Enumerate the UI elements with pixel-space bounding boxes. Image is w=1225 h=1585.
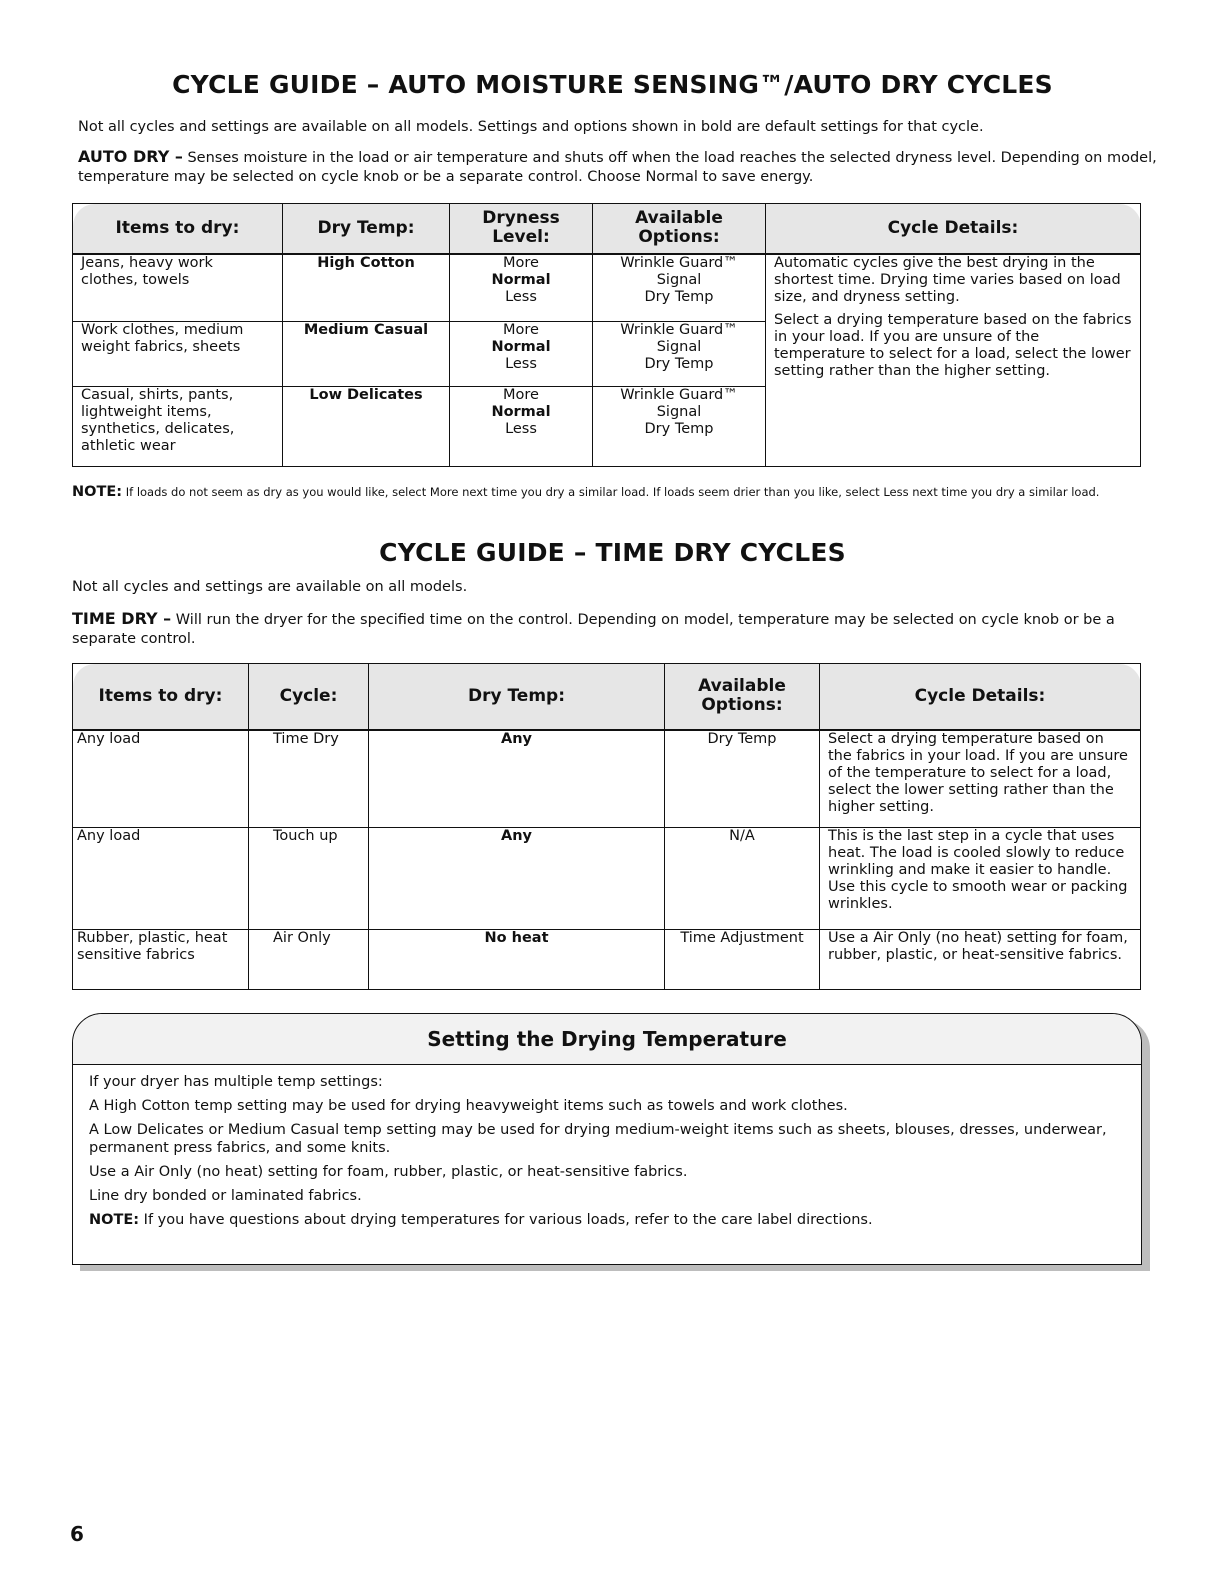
auto-cycle-table xyxy=(72,203,1141,467)
time-row-options: Dry Temp xyxy=(665,730,820,828)
level-normal: Normal xyxy=(491,271,551,288)
temp-line: Line dry bonded or laminated fabrics. xyxy=(89,1188,362,1204)
option-dry-temp: Dry Temp xyxy=(644,421,714,437)
auto-row-options xyxy=(593,254,766,322)
level-normal: Normal xyxy=(491,404,551,420)
auto-row-levels xyxy=(450,387,593,467)
table-row xyxy=(73,828,1141,930)
auto-note xyxy=(72,483,1142,501)
auto-dry-text: Senses moisture in the load or air temperature and shuts off when the load reaches the selected dryness level. Depending on model, temperature may be selected on cycle knob or be a separate control. Choose Normal to save energy. xyxy=(78,150,1157,185)
time-header-items: Items to dry: xyxy=(73,664,249,730)
auto-header-items: Items to dry: xyxy=(73,204,283,254)
time-row-cycle: Time Dry xyxy=(249,730,369,828)
time-cycle-table xyxy=(72,663,1141,990)
time-row-items: Rubber, plastic, heat sensitive fabrics xyxy=(73,930,249,990)
auto-details-2: Select a drying temperature based on the fabrics in your load. If you are unsure of the temperature to select for a load, select the lower setting rather than the higher setting. xyxy=(774,311,1132,379)
time-row-temp: Any xyxy=(369,730,665,828)
time-dry-text: Will run the dryer for the specified time on the control. Depending on model, temperature may be selected on cycle knob or be a separate control. xyxy=(72,612,1115,647)
drying-temperature-body xyxy=(73,1065,1141,1229)
option-wrinkle-guard: Wrinkle Guard™ xyxy=(620,322,738,338)
time-cycle-guide-title: CYCLE GUIDE – TIME DRY CYCLES xyxy=(379,538,846,567)
time-row-temp: No heat xyxy=(369,930,665,990)
time-row-items: Any load xyxy=(73,730,249,828)
temp-line: A Low Delicates or Medium Casual temp setting may be used for drying medium-weight items such as sheets, blouses, dresses, underwear, permanent press fabrics, and some knits. xyxy=(89,1122,1107,1156)
level-less: Less xyxy=(505,421,537,437)
time-header-cycle: Cycle: xyxy=(249,664,369,730)
level-less: Less xyxy=(505,288,537,305)
time-row-temp: Any xyxy=(369,828,665,930)
auto-row-levels xyxy=(450,254,593,322)
drying-temperature-box xyxy=(72,1013,1142,1265)
auto-intro-text: Not all cycles and settings are available on all models. Settings and options shown in bold are default settings for that cycle. xyxy=(78,119,984,135)
auto-row-items: Jeans, heavy work clothes, towels xyxy=(73,254,283,322)
drying-temperature-title: Setting the Drying Temperature xyxy=(73,1014,1141,1065)
auto-note-text: If loads do not seem as dry as you would like, select More next time you dry a similar load. If loads seem drier than you like, select Less next time you dry a similar load. xyxy=(125,485,1100,499)
auto-cycle-guide-title: CYCLE GUIDE – AUTO MOISTURE SENSING™/AUTO DRY CYCLES xyxy=(172,70,1053,99)
auto-header-level: Dryness Level: xyxy=(450,204,593,254)
time-header-options: Available Options: xyxy=(665,664,820,730)
time-row-options: Time Adjustment xyxy=(665,930,820,990)
time-row-cycle: Air Only xyxy=(249,930,369,990)
option-wrinkle-guard: Wrinkle Guard™ xyxy=(620,387,738,403)
auto-table-header xyxy=(73,204,1141,254)
time-row-details: Use a Air Only (no heat) setting for foam, rubber, plastic, or heat-sensitive fabrics. xyxy=(820,930,1141,990)
option-signal: Signal xyxy=(656,271,702,288)
time-intro xyxy=(72,578,1152,597)
level-normal: Normal xyxy=(491,339,551,355)
temp-line: If your dryer has multiple temp settings: xyxy=(89,1074,383,1090)
page-number: 6 xyxy=(70,1522,84,1546)
temp-line: Use a Air Only (no heat) setting for foam, rubber, plastic, or heat-sensitive fabrics. xyxy=(89,1164,688,1180)
time-intro-text: Not all cycles and settings are available on all models. xyxy=(72,579,468,595)
temp-note-label: NOTE: xyxy=(89,1212,140,1228)
auto-dry-description xyxy=(78,147,1158,187)
auto-intro xyxy=(78,118,1158,137)
option-dry-temp: Dry Temp xyxy=(644,356,714,372)
option-signal: Signal xyxy=(656,404,702,420)
temp-line: A High Cotton temp setting may be used for drying heavyweight items such as towels and work clothes. xyxy=(89,1098,848,1114)
table-row xyxy=(73,730,1141,828)
temp-note xyxy=(89,1211,1129,1229)
auto-header-details: Cycle Details: xyxy=(766,204,1141,254)
time-dry-description xyxy=(72,609,1152,649)
auto-row-temp: Medium Casual xyxy=(283,322,450,387)
auto-header-options: Available Options: xyxy=(593,204,766,254)
time-row-details: Select a drying temperature based on the fabrics in your load. If you are unsure of the temperature to select for a load, select the lower setting rather than the higher setting. xyxy=(820,730,1141,828)
auto-row-options xyxy=(593,387,766,467)
auto-note-label: NOTE: xyxy=(72,484,123,500)
level-more: More xyxy=(503,254,539,271)
level-less: Less xyxy=(505,356,537,372)
auto-dry-label: AUTO DRY – xyxy=(78,147,183,166)
time-header-temp: Dry Temp: xyxy=(369,664,665,730)
auto-cycle-details xyxy=(766,254,1141,467)
time-row-items: Any load xyxy=(73,828,249,930)
time-row-options: N/A xyxy=(665,828,820,930)
auto-row-temp: Low Delicates xyxy=(283,387,450,467)
time-row-details: This is the last step in a cycle that uses heat. The load is cooled slowly to reduce wrinkling and make it easier to handle. Use this cycle to smooth wear or packing wrinkles. xyxy=(820,828,1141,930)
auto-row-temp: High Cotton xyxy=(283,254,450,322)
auto-row-items: Work clothes, medium weight fabrics, sheets xyxy=(73,322,283,387)
temp-note-text: If you have questions about drying temperatures for various loads, refer to the care label directions. xyxy=(143,1212,873,1228)
auto-row-items: Casual, shirts, pants, lightweight items, synthetics, delicates, athletic wear xyxy=(73,387,283,467)
auto-details-1: Automatic cycles give the best drying in the shortest time. Drying time varies based on load size, and dryness setting. xyxy=(774,254,1121,305)
level-more: More xyxy=(503,322,539,338)
level-more: More xyxy=(503,387,539,403)
auto-row-levels xyxy=(450,322,593,387)
auto-header-temp: Dry Temp: xyxy=(283,204,450,254)
time-table-header xyxy=(73,664,1141,730)
table-row xyxy=(73,254,1141,322)
time-row-cycle: Touch up xyxy=(249,828,369,930)
option-signal: Signal xyxy=(656,339,702,355)
option-wrinkle-guard: Wrinkle Guard™ xyxy=(620,254,738,271)
time-dry-label: TIME DRY – xyxy=(72,609,172,628)
table-row xyxy=(73,930,1141,990)
time-header-details: Cycle Details: xyxy=(820,664,1141,730)
auto-row-options xyxy=(593,322,766,387)
option-dry-temp: Dry Temp xyxy=(644,288,714,305)
